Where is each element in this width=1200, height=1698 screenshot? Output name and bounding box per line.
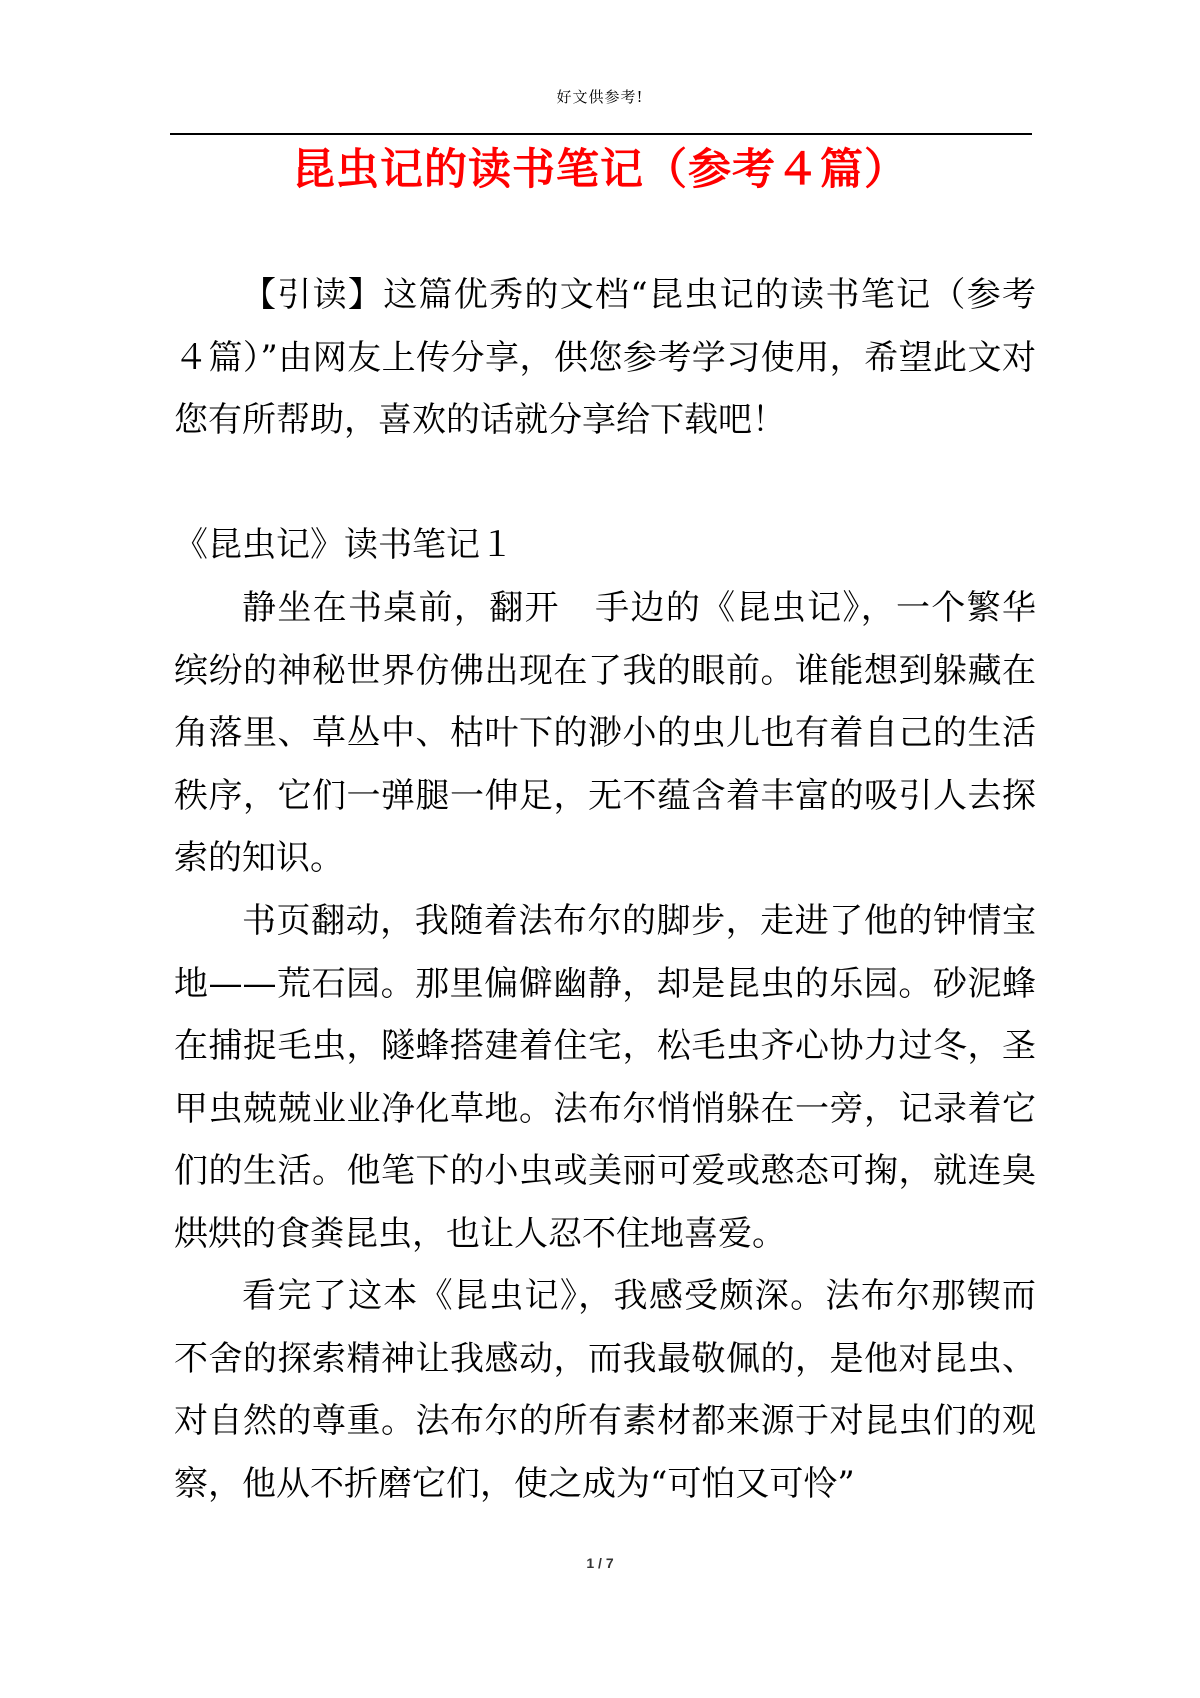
page-header-text: 好文供参考! (556, 88, 644, 106)
header-divider (170, 133, 1032, 135)
body-paragraph-1: 静坐在书桌前，翻开 手边的《昆虫记》，一个繁华缤纷的神秘世界仿佛出现在了我的眼前。谁能想到躲藏在角落里、草丛中、枯叶下的渺小的虫儿也有着自己的生活秩序，它们一弹腿一伸足，无不蕴含着丰富的吸引人去探索的知识。 (174, 588, 1036, 878)
page-number: 1 / 7 (586, 1555, 614, 1571)
section-heading: 《昆虫记》读书笔记１ (174, 525, 514, 565)
body-paragraph-2: 书页翻动，我随着法布尔的脚步，走进了他的钟情宝地——荒石园。那里偏僻幽静，却是昆虫的乐园。砂泥蜂在捕捉毛虫，隧蜂搭建着住宅，松毛虫齐心协力过冬，圣甲虫兢兢业业净化草地。法布尔悄悄躲在一旁，记录着它们的生活。他笔下的小虫或美丽可爱或憨态可掬，就连臭烘烘的食粪昆虫，也让人忍不住地喜爱。 (174, 901, 1036, 1254)
intro-paragraph: 【引读】这篇优秀的文档“昆虫记的读书笔记（参考４篇）”由网友上传分享，供您参考学习使用，希望此文对您有所帮助，喜欢的话就分享给下载吧！ (174, 275, 1036, 440)
body-paragraph-3: 看完了这本《昆虫记》，我感受颇深。法布尔那锲而不舍的探索精神让我感动，而我最敬佩的，是他对昆虫、对自然的尊重。法布尔的所有素材都来源于对昆虫们的观察，他从不折磨它们，使之成为“可怕又可怜” (174, 1276, 1036, 1504)
document-title: 昆虫记的读书笔记（参考４篇） (292, 145, 908, 195)
